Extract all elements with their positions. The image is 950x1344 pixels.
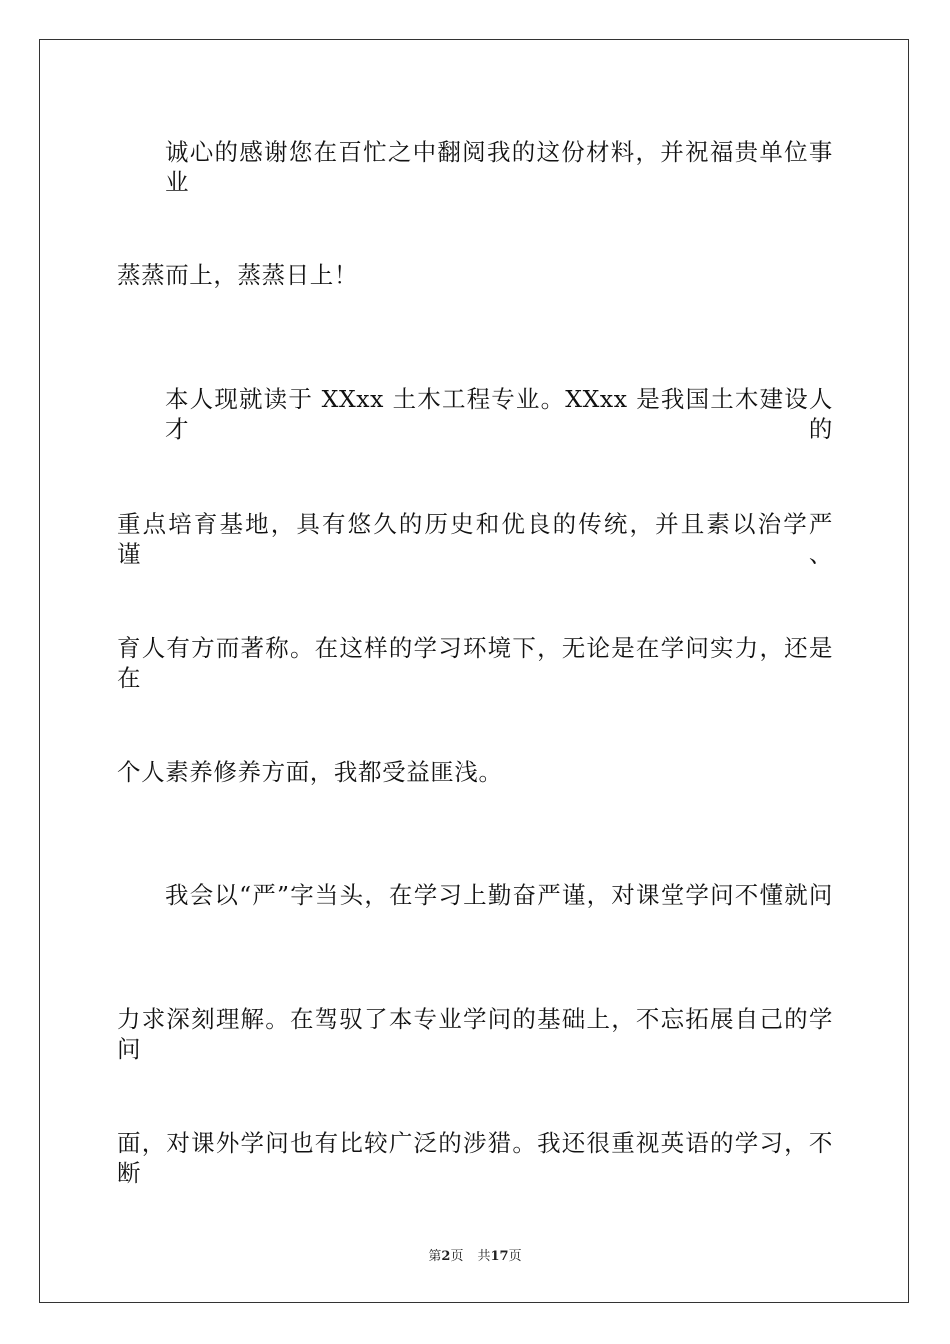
paragraph-2-line-1: 本人现就读于 XXxx 土木工程专业。XXxx 是我国土木建设人才的 <box>165 385 833 443</box>
page-border <box>39 39 909 1303</box>
paragraph-2-line-3: 育人有方而著称。在这样的学习环境下，无论是在学问实力，还是在 <box>117 634 833 692</box>
total-suffix: 页 <box>508 1249 522 1264</box>
paragraph-1-line-2: 蒸蒸而上，蒸蒸日上！ <box>117 261 358 289</box>
page-prefix: 第 <box>428 1249 442 1264</box>
paragraph-3-line-2: 力求深刻理解。在驾驭了本专业学问的基础上，不忘拓展自己的学问 <box>117 1005 833 1063</box>
paragraph-1-line-1: 诚心的感谢您在百忙之中翻阅我的这份材料，并祝福贵单位事业 <box>165 138 833 196</box>
paragraph-2-line-4: 个人素养修养方面，我都受益匪浅。 <box>117 758 503 786</box>
page-number: 2 <box>441 1249 451 1264</box>
total-pages: 17 <box>490 1249 509 1264</box>
paragraph-3-line-3: 面，对课外学问也有比较广泛的涉猎。我还很重视英语的学习，不断 <box>117 1129 833 1187</box>
paragraph-2-line-2: 重点培育基地，具有悠久的历史和优良的传统，并且素以治学严谨、 <box>117 510 833 568</box>
total-prefix: 共 <box>477 1249 491 1264</box>
page-suffix: 页 <box>450 1249 464 1264</box>
page-footer <box>0 1248 950 1266</box>
paragraph-3-line-1: 我会以“严”字当头，在学习上勤奋严谨，对课堂学问不懂就问 <box>165 881 833 909</box>
